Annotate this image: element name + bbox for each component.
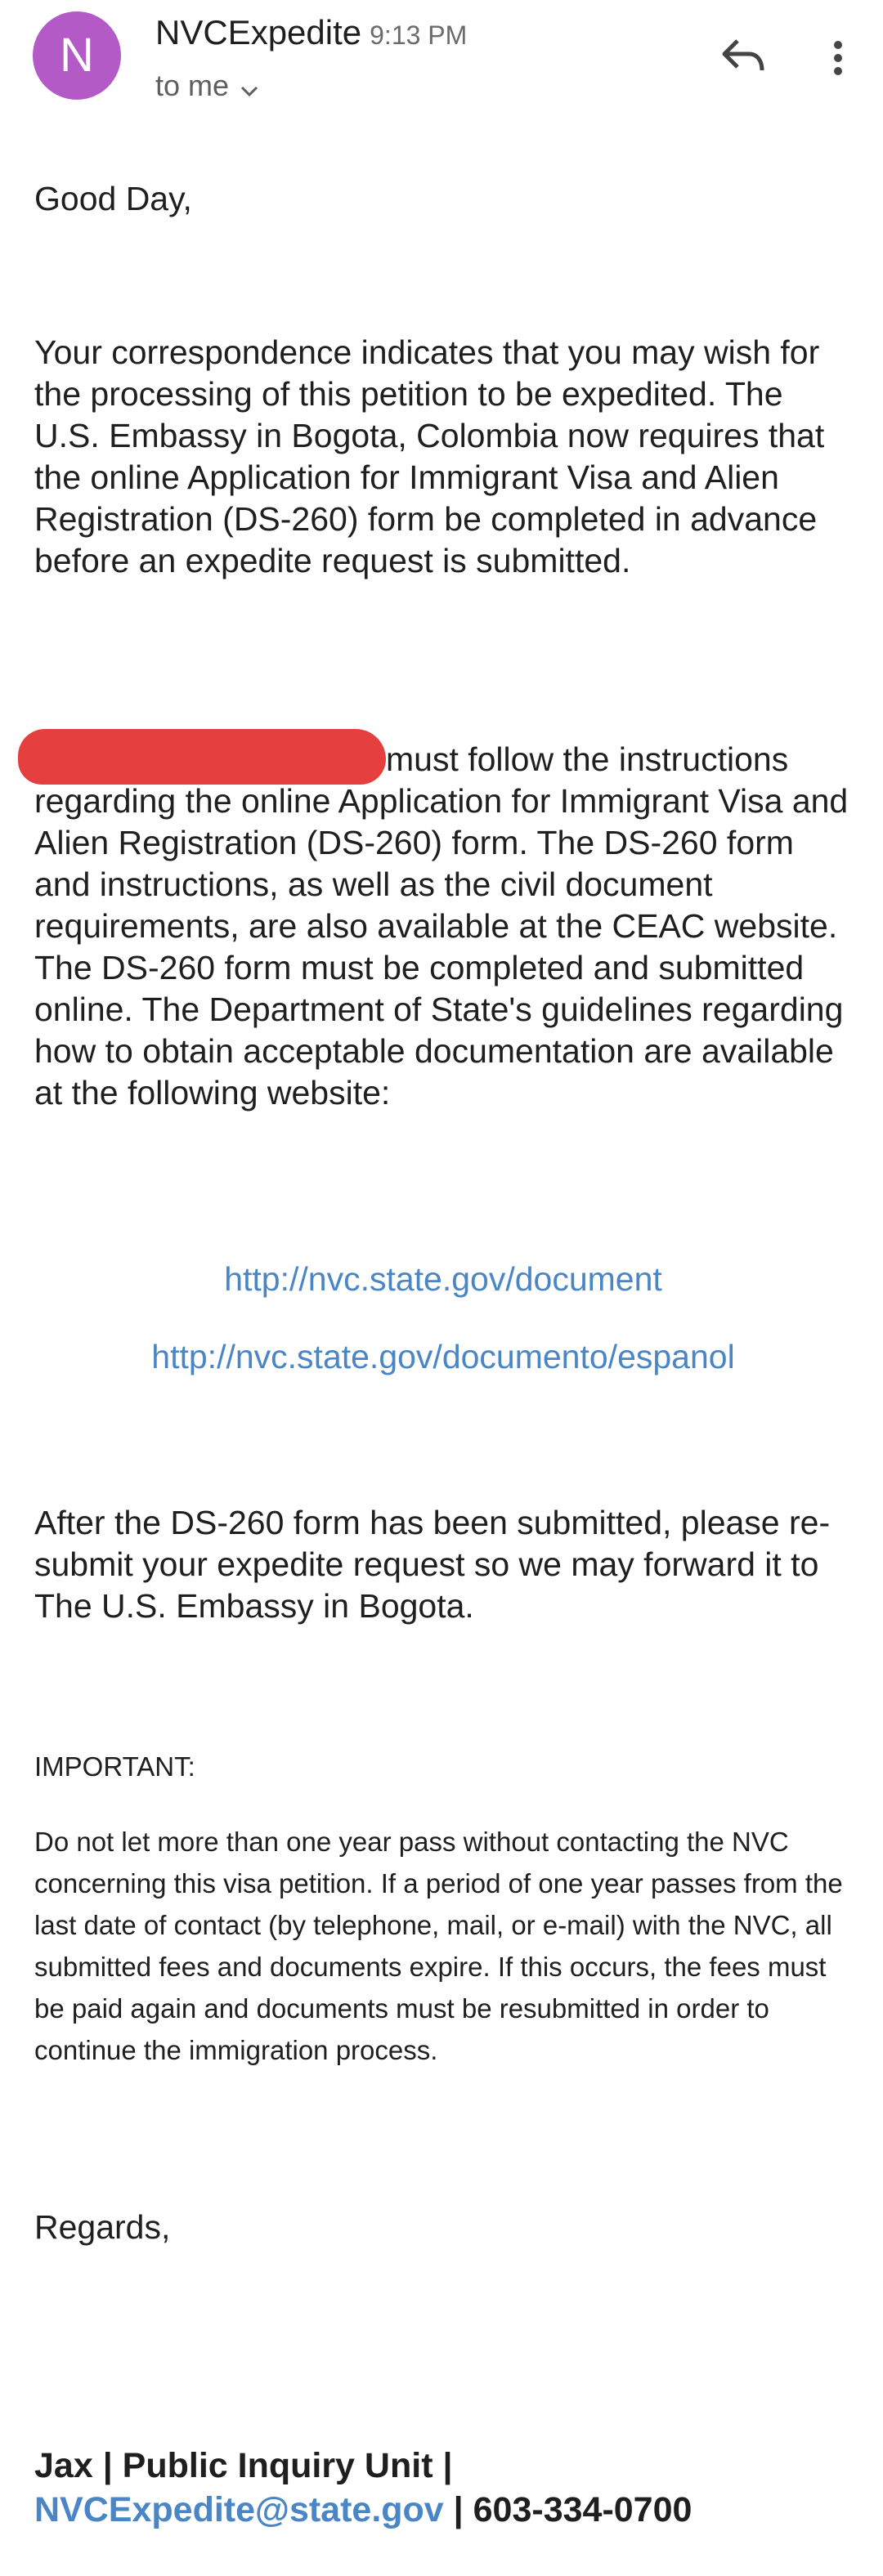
recipient-label: to me (155, 69, 230, 102)
paragraph-resubmit: After the DS-260 form has been submitted, please re-submit your expedite request so we may forward it to The U.S. Embassy in Bogota. (34, 1504, 831, 1625)
important-label: IMPORTANT: (34, 1751, 195, 1782)
signature (34, 2444, 852, 2532)
more-options-button[interactable] (818, 29, 858, 83)
links-block (34, 1259, 852, 1378)
signature-contact (34, 2488, 852, 2532)
greeting: Good Day, (34, 180, 192, 217)
important-text: Do not let more than one year pass without contacting the NVC concerning this visa petition. If a period of one year passes from the last date of contact (by telephone, mail, or e-mail) with the NVC, all submitted fees and documents expire. If this occurs, the fees must be paid again and documents must be resubmitted in order to continue the immigration process. (34, 1827, 843, 2065)
paragraph-expedite: Your correspondence indicates that you may wish for the processing of this petition to be expedited. The U.S. Embassy in Bogota, Colombia now requires that the online Application for Immigrant Visa and Alien Registration (DS-260) form be completed in advance before an expedite request is submitted. (34, 333, 825, 579)
signature-unit: Jax | Public Inquiry Unit | (34, 2446, 453, 2485)
email-header (0, 0, 883, 123)
paragraph-instructions: must follow the instructions regarding the online Application for Immigrant Visa and Alien Registration (DS-260) form. The DS-260 form and instructions, as well as the civil document requirements, are also available at the CEAC website. The DS-260 form must be completed and submitted online. The Department of State's guidelines regarding how to obtain acceptable documentation are available at the following website: (34, 740, 849, 1111)
sent-time: 9:13 PM (370, 20, 468, 50)
signature-email-link[interactable]: NVCExpedite@state.gov (34, 2490, 444, 2529)
signature-phone: | 603-334-0700 (443, 2490, 693, 2529)
sender-name (155, 13, 467, 52)
documento-espanol-link[interactable]: http://nvc.state.gov/documento/espanol (151, 1338, 735, 1375)
closing: Regards, (34, 2208, 171, 2246)
reply-button[interactable] (716, 29, 770, 83)
recipient-toggle[interactable] (155, 69, 258, 105)
document-link[interactable]: http://nvc.state.gov/document (224, 1260, 662, 1298)
sender-avatar[interactable]: N (33, 11, 121, 100)
reply-icon (716, 73, 770, 87)
more-vert-icon (818, 73, 858, 87)
sender-name-text: NVCExpedite (155, 13, 362, 51)
chevron-down-icon (240, 70, 258, 105)
